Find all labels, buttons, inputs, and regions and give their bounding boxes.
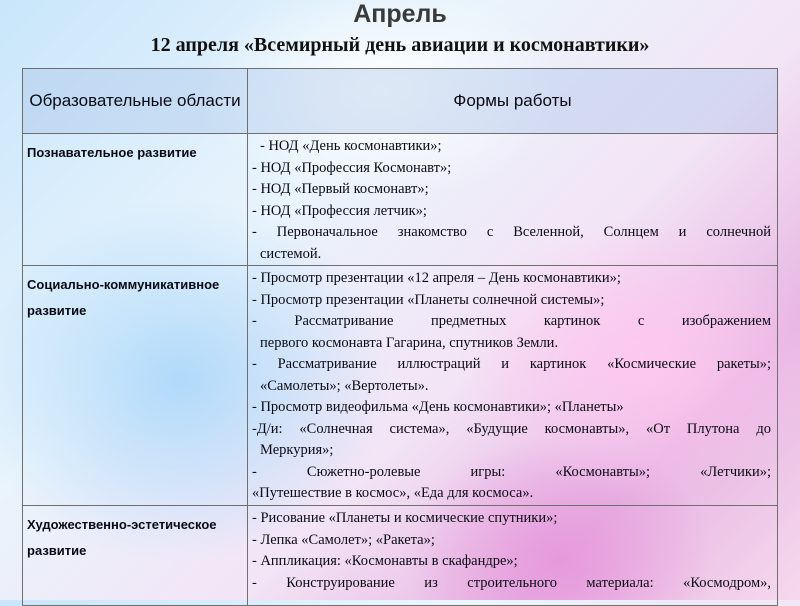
list-item: «Самолеты»; «Вертолеты».	[260, 377, 429, 394]
table-row	[23, 506, 778, 606]
activity-table	[22, 68, 778, 606]
list-item: - Лепка «Самолет»; «Ракета»;	[252, 531, 435, 548]
list-item: - Сюжетно-ролевые игры: «Космонавты»; «Летчики»;	[252, 463, 771, 480]
list-item: - Просмотр презентации «Планеты солнечной системы»;	[252, 291, 605, 308]
list-item: - НОД «Первый космонавт»;	[252, 181, 429, 197]
event-title: 12 апреля «Всемирный день авиации и космонавтики»	[150, 34, 650, 56]
list-item: - Рисование «Планеты и космические спутники»;	[252, 510, 558, 526]
table-row	[23, 134, 778, 266]
area-cell: Социально-коммуникативное развитие	[23, 266, 248, 506]
list-item: - Рассматривание предметных картинок с изображением	[252, 313, 771, 329]
page-header	[0, 0, 800, 58]
list-item: - Конструирование из строительного материала: «Космодром»,	[252, 574, 771, 591]
column-header-forms: Формы работы	[248, 69, 778, 134]
area-cell: Художественно-эстетическое развитие	[23, 506, 248, 606]
month-title: Апрель	[353, 0, 447, 28]
list-item: системой.	[260, 245, 322, 262]
column-header-areas: Образовательные области	[23, 69, 248, 134]
list-item: Меркурия»;	[260, 442, 334, 458]
list-item: - НОД «Профессия Космонавт»;	[252, 159, 452, 176]
table-row	[23, 266, 778, 506]
list-item: - Первоначальное знакомство с Вселенной, Солнцем и солнечной	[252, 224, 771, 240]
list-item: «Путешествие в космос», «Еда для космоса».	[252, 485, 534, 501]
list-item: - НОД «Профессия летчик»;	[252, 202, 427, 219]
area-cell: Познавательное развитие	[23, 134, 248, 266]
table-header-row	[23, 69, 778, 134]
list-item: - Аппликация: «Космонавты в скафандре»;	[252, 553, 518, 569]
list-item: первого космонавта Гагарина, спутников Земли.	[260, 334, 559, 351]
list-item: - Просмотр видеофильма «День космонавтики»; «Планеты»	[252, 399, 624, 415]
list-item: - Просмотр презентации «12 апреля – День космонавтики»;	[252, 270, 621, 286]
forms-cell	[248, 506, 778, 606]
forms-cell	[248, 266, 778, 506]
forms-cell	[248, 134, 778, 266]
list-item: - НОД «День космонавтики»;	[260, 138, 442, 154]
list-item: -Д/и: «Солнечная система», «Будущие космонавты», «От Плутона до	[252, 420, 771, 437]
list-item: - Рассматривание иллюстраций и картинок «Космические ракеты»;	[252, 356, 771, 372]
